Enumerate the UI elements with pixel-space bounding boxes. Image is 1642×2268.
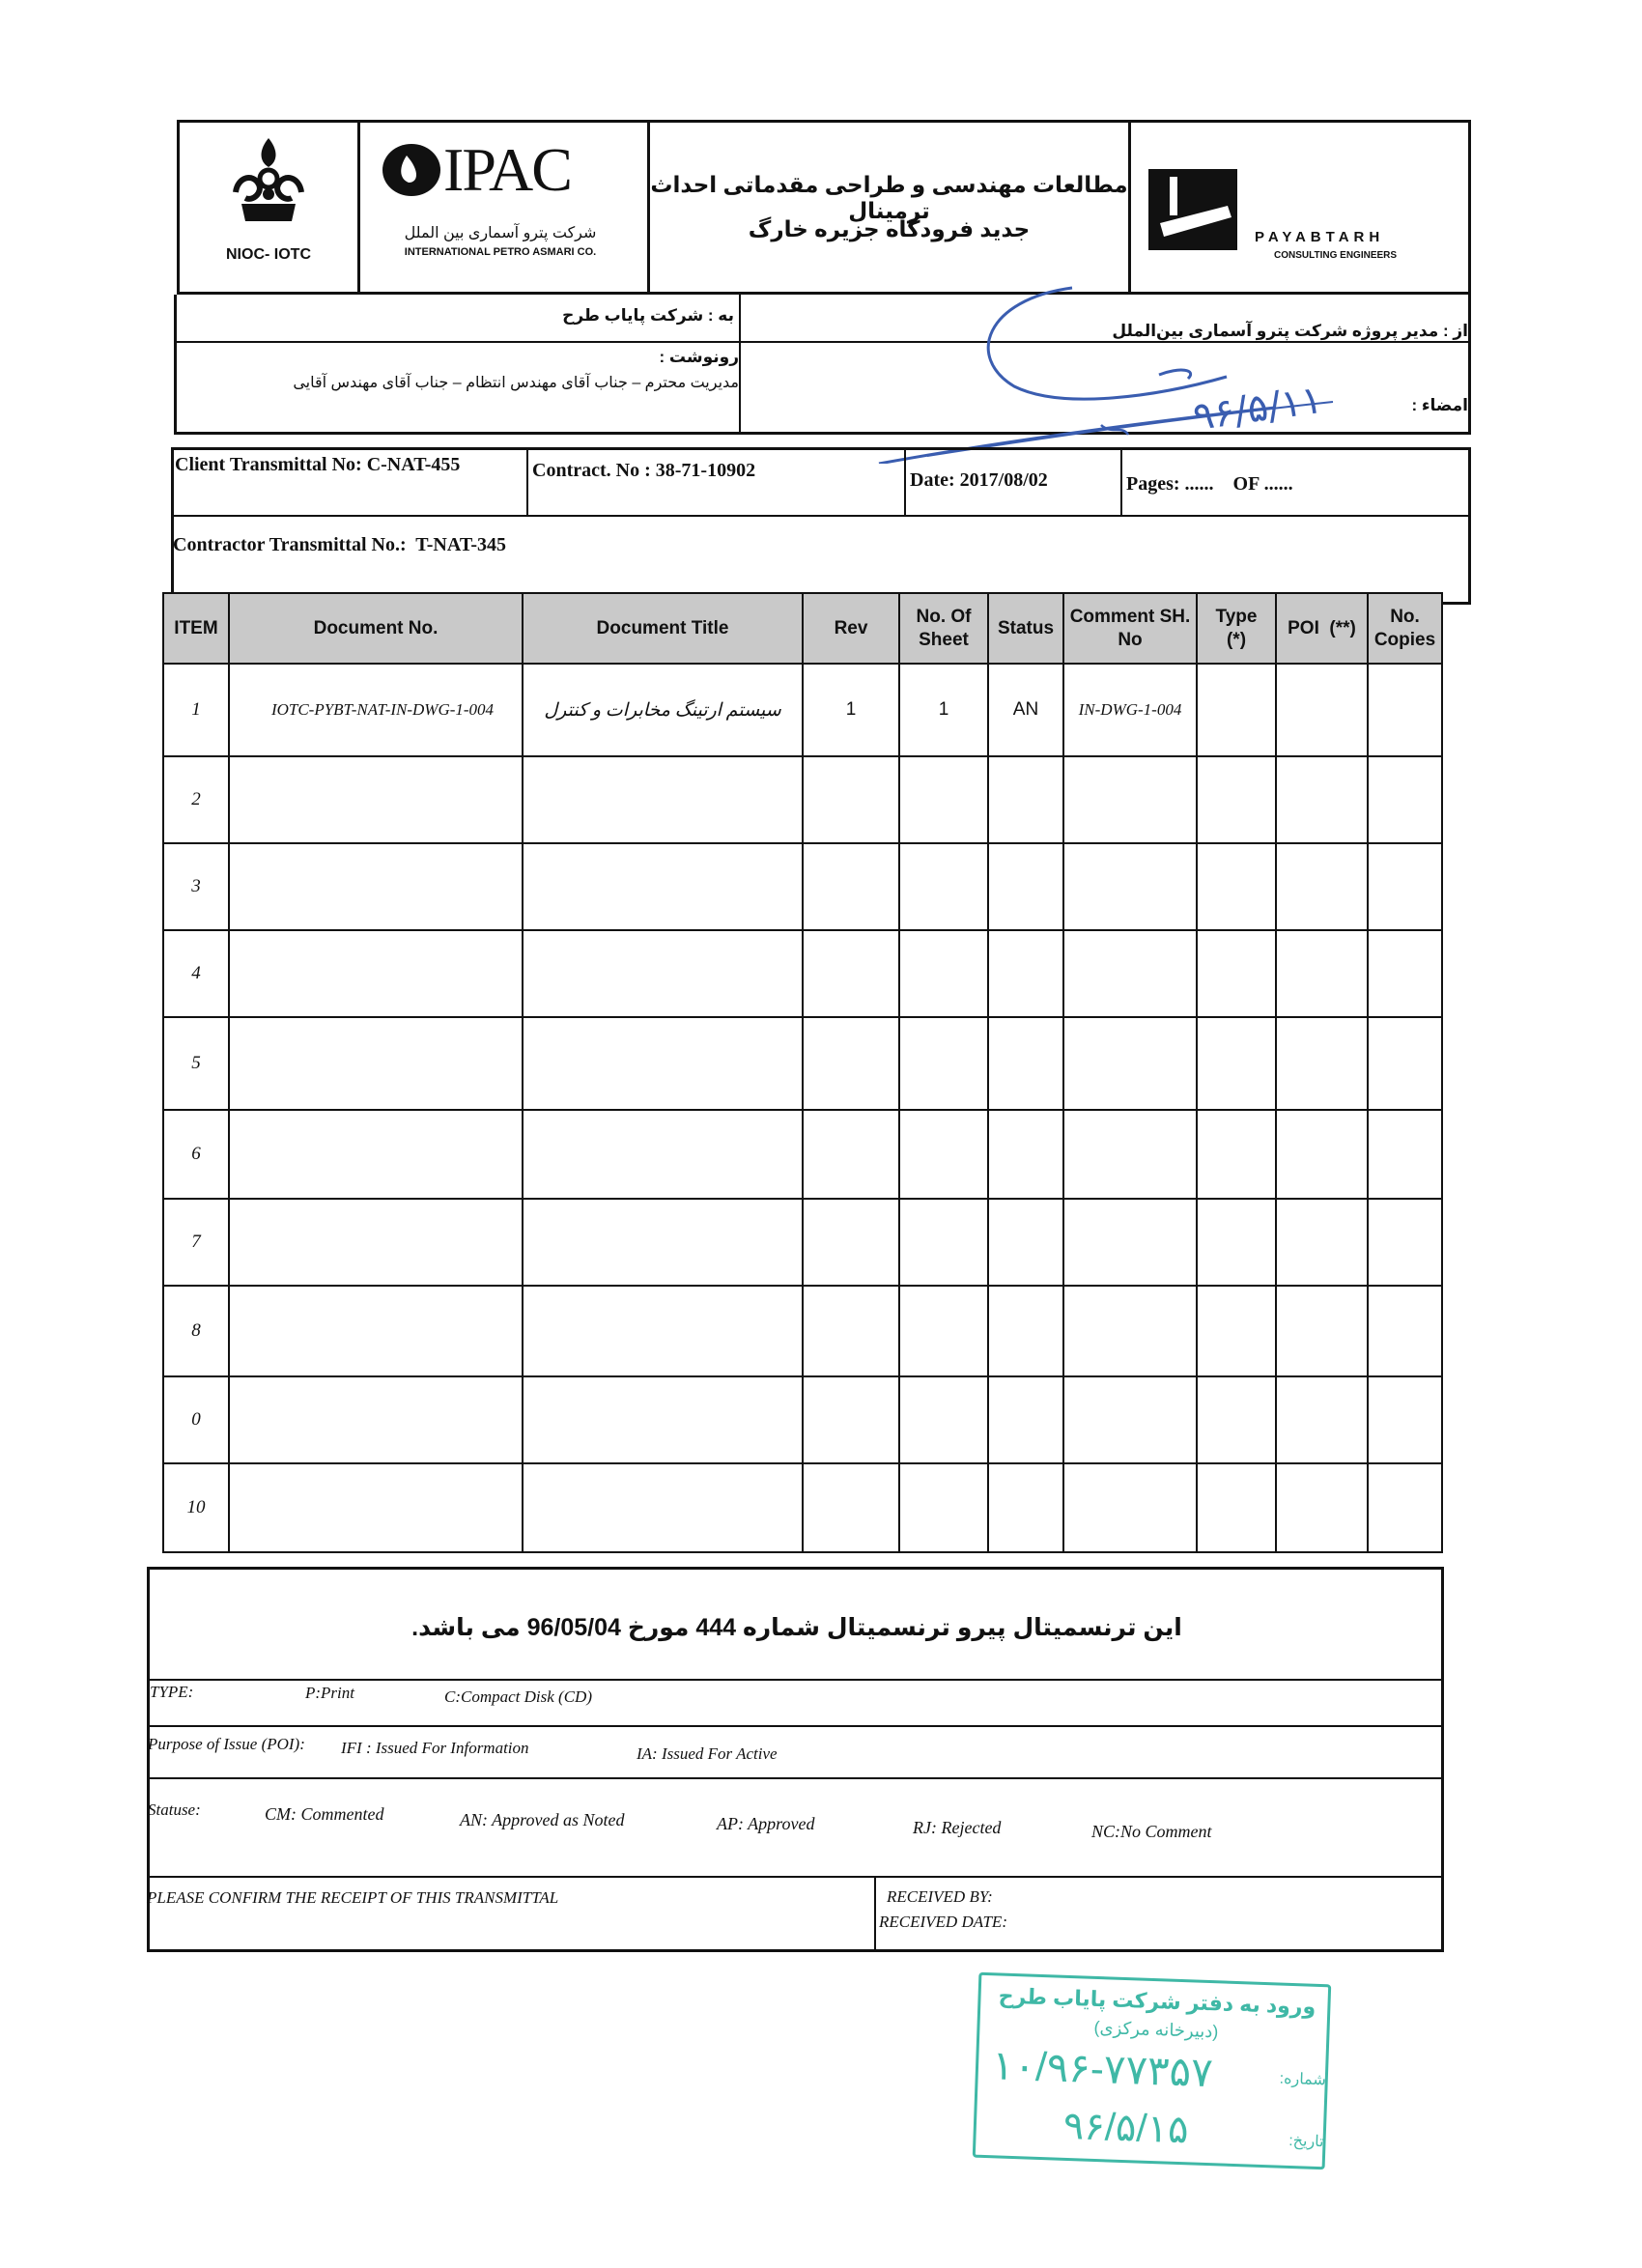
table-row: [163, 1376, 1442, 1463]
confirm-receipt: PLEASE CONFIRM THE RECEIPT OF THIS TRANSMITTAL: [147, 1888, 559, 1907]
cell-sheets: [899, 1017, 988, 1110]
cell-doc-no: [229, 930, 523, 1017]
cell-rev: [803, 930, 899, 1017]
cell-comment: IN-DWG-1-004: [1063, 664, 1197, 756]
status-cm: CM: Commented: [265, 1804, 384, 1824]
cell-doc-title: [523, 1110, 803, 1199]
table-row: [163, 756, 1442, 843]
col-sheets: No. Of Sheet: [899, 593, 988, 664]
col-comment: Comment SH. No: [1063, 593, 1197, 664]
col-item: ITEM: [163, 593, 229, 664]
cell-comment: [1063, 843, 1197, 930]
cell-rev: [803, 843, 899, 930]
cell-sheets: [899, 1199, 988, 1286]
cell-item: 0: [163, 1376, 229, 1463]
cell-type: [1197, 1110, 1276, 1199]
contractor-transmittal: Contractor Transmittal No.: T-NAT-345: [173, 534, 506, 555]
type-cd: C:Compact Disk (CD): [444, 1687, 592, 1706]
payabtarh-logo-cell: [1131, 123, 1468, 292]
cell-poi: [1276, 1376, 1368, 1463]
status-nc: NC:No Comment: [1091, 1822, 1212, 1841]
pages-count: Pages: ...... OF ......: [1126, 473, 1293, 495]
cell-poi: [1276, 843, 1368, 930]
cell-status: [988, 756, 1063, 843]
status-ap: AP: Approved: [717, 1814, 815, 1833]
cell-copies: [1368, 930, 1442, 1017]
status-rj: RJ: Rejected: [913, 1818, 1002, 1837]
cell-item: 1: [163, 664, 229, 756]
cell-doc-title: [523, 1199, 803, 1286]
project-title-line1: مطالعات مهندسی و طراحی مقدماتی احداث ترمینال: [650, 172, 1128, 223]
received-date: RECEIVED DATE:: [879, 1913, 1007, 1931]
signature-scribble: [869, 280, 1410, 464]
cell-type: [1197, 1286, 1276, 1376]
cell-status: [988, 1199, 1063, 1286]
col-status: Status: [988, 593, 1063, 664]
cell-type: [1197, 930, 1276, 1017]
ipac-name-en: INTERNATIONAL PETRO ASMARI CO.: [404, 246, 597, 258]
ipac-logo-text: IPAC: [443, 135, 571, 204]
type-label: TYPE:: [150, 1683, 194, 1701]
type-print: P:Print: [305, 1684, 354, 1702]
transmittal-date: Date: 2017/08/02: [910, 469, 1048, 491]
cell-comment: [1063, 930, 1197, 1017]
nioc-logo-cell: [180, 123, 357, 292]
cell-status: [988, 1286, 1063, 1376]
cell-poi: [1276, 1110, 1368, 1199]
payabtarh-name: PAYABTARH: [1255, 229, 1385, 245]
cell-status: [988, 1463, 1063, 1552]
cell-comment: [1063, 1017, 1197, 1110]
table-row: [163, 1110, 1442, 1199]
cell-rev: [803, 1017, 899, 1110]
cell-item: 8: [163, 1286, 229, 1376]
cell-copies: [1368, 1463, 1442, 1552]
cell-rev: [803, 1286, 899, 1376]
cell-item: 6: [163, 1110, 229, 1199]
status-an: AN: Approved as Noted: [460, 1810, 625, 1829]
cell-copies: [1368, 756, 1442, 843]
payabtarh-logo-icon: [1148, 169, 1237, 250]
status-label: Statuse:: [148, 1800, 201, 1819]
cell-poi: [1276, 1286, 1368, 1376]
cell-doc-no: [229, 1110, 523, 1199]
cell-doc-no: [229, 1463, 523, 1552]
cell-status: [988, 1376, 1063, 1463]
cell-rev: [803, 756, 899, 843]
table-row: [163, 843, 1442, 930]
cell-rev: [803, 1199, 899, 1286]
cell-copies: [1368, 664, 1442, 756]
col-rev: Rev: [803, 593, 899, 664]
cell-type: [1197, 843, 1276, 930]
cell-item: 3: [163, 843, 229, 930]
stamp-line2: (دبیرخانه مرکزی): [1093, 2017, 1219, 2042]
cell-doc-title: [523, 843, 803, 930]
ipac-drop-icon: [382, 142, 441, 198]
col-doc-title: Document Title: [523, 593, 803, 664]
signature-date-scribble: ۹۶/۵/۱۱: [1190, 377, 1325, 440]
cell-status: [988, 843, 1063, 930]
cell-copies: [1368, 1110, 1442, 1199]
cell-sheets: [899, 843, 988, 930]
table-row: [163, 664, 1442, 756]
cell-rev: 1: [803, 664, 899, 756]
cell-type: [1197, 1376, 1276, 1463]
cell-copies: [1368, 843, 1442, 930]
cell-comment: [1063, 756, 1197, 843]
cell-doc-title: [523, 1017, 803, 1110]
cell-type: [1197, 1199, 1276, 1286]
cell-doc-no: [229, 843, 523, 930]
table-row: [163, 1199, 1442, 1286]
cell-doc-title: [523, 1286, 803, 1376]
cell-type: [1197, 756, 1276, 843]
cell-copies: [1368, 1376, 1442, 1463]
stamp-number-label: شماره:: [1279, 2070, 1327, 2089]
cell-comment: [1063, 1376, 1197, 1463]
poi-ifi: IFI : Issued For Information: [341, 1739, 529, 1757]
table-row: [163, 1463, 1442, 1552]
cell-sheets: 1: [899, 664, 988, 756]
cell-doc-no: [229, 756, 523, 843]
stamp-line1: ورود به دفتر شرکت پایاب طرح: [998, 1983, 1316, 2019]
cell-doc-title: [523, 756, 803, 843]
cell-sheets: [899, 1376, 988, 1463]
cell-status: [988, 1017, 1063, 1110]
received-by: RECEIVED BY:: [887, 1887, 993, 1906]
stamp-number-value: ۱۰/۹۶-۷۷۳۵۷: [991, 2042, 1214, 2096]
from-field: از : مدیر پروژه شرکت پترو آسماری بین‌الملل: [1112, 322, 1468, 340]
cell-doc-title: سیستم ارتینگ مخابرات و کنترل: [523, 664, 803, 756]
cell-rev: [803, 1463, 899, 1552]
cell-copies: [1368, 1286, 1442, 1376]
cell-doc-no: [229, 1376, 523, 1463]
cell-item: 7: [163, 1199, 229, 1286]
contract-no: Contract. No : 38-71-10902: [532, 460, 756, 481]
cell-status: [988, 1110, 1063, 1199]
cell-doc-no: IOTC-PYBT-NAT-IN-DWG-1-004: [229, 664, 523, 756]
transmittal-note: این ترنسمیتال پیرو ترنسمیتال شماره 444 مورخ 96/05/04 می باشد.: [411, 1614, 1182, 1641]
cell-type: [1197, 1017, 1276, 1110]
to-field: به : شرکت پایاب طرح: [562, 306, 734, 325]
nioc-label: NIOC- IOTC: [226, 246, 311, 263]
table-row: [163, 1286, 1442, 1376]
table-row: [163, 930, 1442, 1017]
poi-ia: IA: Issued For Active: [637, 1744, 778, 1763]
cell-type: [1197, 1463, 1276, 1552]
cc-value: مدیریت محترم – جناب آقای مهندس انتظام – جناب آقای مهندس آقایی: [293, 375, 739, 391]
cell-poi: [1276, 1199, 1368, 1286]
cell-item: 10: [163, 1463, 229, 1552]
cell-status: [988, 930, 1063, 1017]
cell-type: [1197, 664, 1276, 756]
cell-comment: [1063, 1110, 1197, 1199]
cell-rev: [803, 1376, 899, 1463]
client-transmittal: Client Transmittal No: C-NAT-455: [175, 454, 461, 475]
cell-doc-no: [229, 1017, 523, 1110]
cc-label: رونوشت :: [659, 348, 739, 366]
cell-item: 2: [163, 756, 229, 843]
col-type: Type (*): [1197, 593, 1276, 664]
ipac-name-fa: شرکت پترو آسماری بین الملل: [404, 225, 597, 241]
cell-poi: [1276, 1017, 1368, 1110]
cell-rev: [803, 1110, 899, 1199]
cell-doc-title: [523, 1376, 803, 1463]
cell-sheets: [899, 756, 988, 843]
cell-sheets: [899, 1286, 988, 1376]
stamp-date-label: تاریخ:: [1288, 2132, 1324, 2151]
stamp-date-value: ۹۶/۵/۱۵: [1062, 2104, 1190, 2152]
cell-doc-title: [523, 1463, 803, 1552]
cell-copies: [1368, 1017, 1442, 1110]
cell-doc-no: [229, 1286, 523, 1376]
cell-item: 4: [163, 930, 229, 1017]
project-title-line2: جدید فرودگاه جزیره خارگ: [748, 216, 1031, 241]
cell-comment: [1063, 1463, 1197, 1552]
col-doc-no: Document No.: [229, 593, 523, 664]
cell-status: AN: [988, 664, 1063, 756]
cell-doc-title: [523, 930, 803, 1017]
cell-doc-no: [229, 1199, 523, 1286]
cell-comment: [1063, 1199, 1197, 1286]
col-copies: No. Copies: [1368, 593, 1442, 664]
cell-comment: [1063, 1286, 1197, 1376]
cell-poi: [1276, 930, 1368, 1017]
poi-label: Purpose of Issue (POI):: [148, 1735, 305, 1753]
cell-poi: [1276, 1463, 1368, 1552]
signature-label: امضاء :: [1411, 396, 1468, 414]
col-poi: POI (**): [1276, 593, 1368, 664]
table-row: [163, 1017, 1442, 1110]
ipac-logo-cell: [360, 123, 647, 292]
cell-sheets: [899, 1463, 988, 1552]
cell-poi: [1276, 756, 1368, 843]
receipt-stamp: [973, 1972, 1331, 2170]
cell-sheets: [899, 1110, 988, 1199]
cell-poi: [1276, 664, 1368, 756]
nioc-flame-icon: [224, 134, 313, 227]
payabtarh-sub: CONSULTING ENGINEERS: [1274, 250, 1398, 261]
table-header-row: [163, 593, 1442, 664]
cell-item: 5: [163, 1017, 229, 1110]
cell-copies: [1368, 1199, 1442, 1286]
document-table: [162, 592, 1443, 1553]
cell-sheets: [899, 930, 988, 1017]
